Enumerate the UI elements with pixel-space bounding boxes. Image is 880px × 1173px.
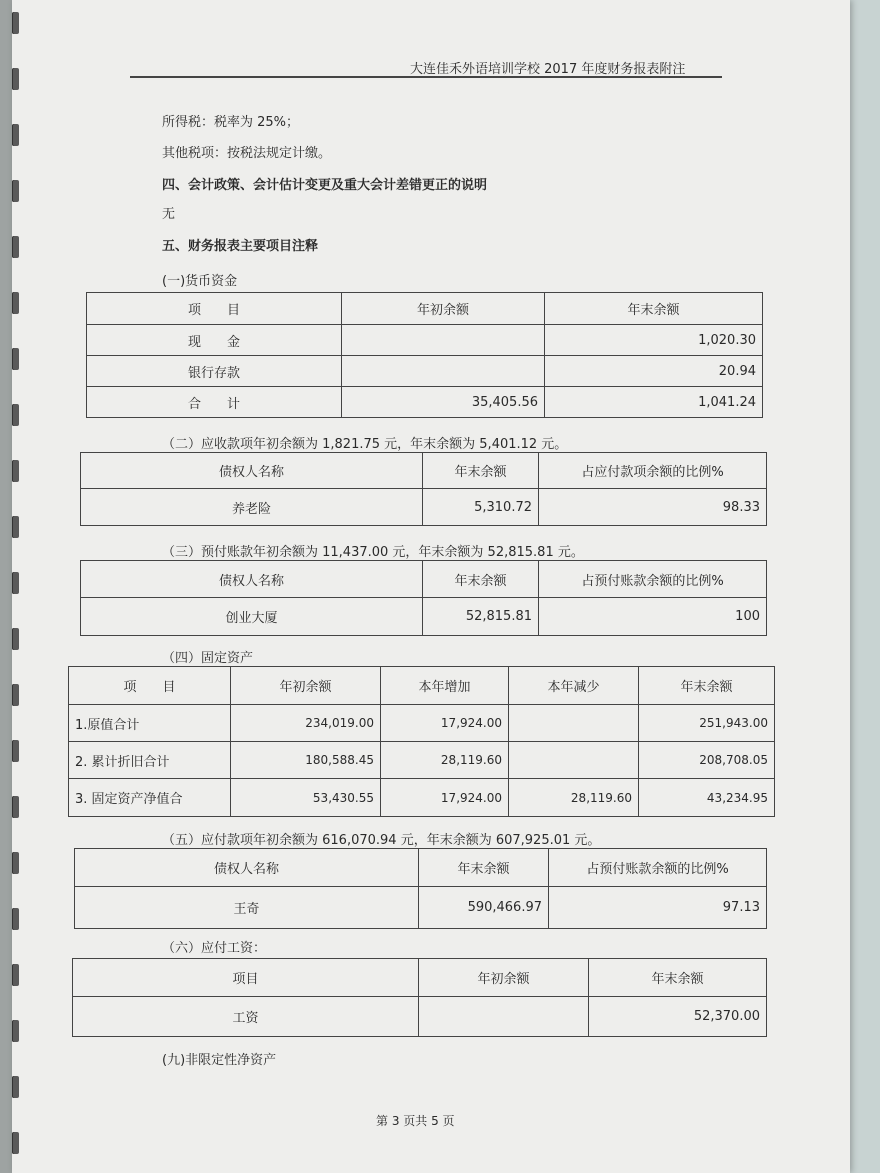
binding-hole	[12, 1132, 19, 1154]
payables-table	[74, 848, 767, 929]
item-cell: 3. 固定资产净值合	[69, 779, 231, 817]
begin-cell	[419, 997, 589, 1037]
header-cell: 占预付账款余额的比例%	[539, 561, 767, 598]
fixed-assets-title: （四）固定资产	[162, 651, 254, 666]
end-cell: 52,370.00	[589, 997, 767, 1037]
ratio-cell: 97.13	[549, 887, 767, 929]
table-header-row	[73, 959, 767, 997]
item-cell: 1.原值合计	[69, 705, 231, 742]
table-row	[69, 742, 775, 779]
name-cell: 创业大厦	[81, 598, 423, 636]
table-header-row	[81, 453, 767, 489]
end-cell: 208,708.05	[639, 742, 775, 779]
end-cell: 1,020.30	[545, 325, 763, 356]
table-header-row	[69, 667, 775, 705]
end-cell: 590,466.97	[419, 887, 549, 929]
ratio-cell: 100	[539, 598, 767, 636]
inc-cell: 17,924.00	[381, 779, 509, 817]
binding-hole	[12, 628, 19, 650]
section4-heading: 四、会计政策、会计估计变更及重大会计差错更正的说明	[162, 178, 488, 193]
table-row	[69, 705, 775, 742]
fixed-assets-table	[68, 666, 775, 817]
inc-cell: 17,924.00	[381, 705, 509, 742]
header-cell: 年末余额	[545, 293, 763, 325]
binding-hole	[12, 12, 19, 34]
end-cell: 1,041.24	[545, 387, 763, 418]
header-cell: 占应付款项余额的比例%	[539, 453, 767, 489]
dec-cell: 28,119.60	[509, 779, 639, 817]
item-cell: 合 计	[87, 387, 342, 418]
page-footer: 第 3 页共 5 页	[376, 1114, 455, 1128]
table-row	[81, 598, 767, 636]
binding-hole	[12, 908, 19, 930]
wages-title: （六）应付工资：	[162, 941, 267, 956]
item-cell: 现 金	[87, 325, 342, 356]
income-tax-line: 所得税：税率为 25%；	[162, 115, 300, 130]
inc-cell: 28,119.60	[381, 742, 509, 779]
header-cell: 年末余额	[639, 667, 775, 705]
header-cell: 年末余额	[589, 959, 767, 997]
table-header-row	[75, 849, 767, 887]
cash-title: (一)货币资金	[162, 274, 238, 289]
table-row	[87, 356, 763, 387]
header-cell: 本年减少	[509, 667, 639, 705]
binding-hole	[12, 236, 19, 258]
binding-hole	[12, 852, 19, 874]
header-cell: 年初余额	[231, 667, 381, 705]
binding-hole	[12, 796, 19, 818]
header-cell: 年末余额	[423, 561, 539, 598]
header-cell: 年初余额	[342, 293, 545, 325]
item-cell: 工资	[73, 997, 419, 1037]
page-header-title: 大连佳禾外语培训学校 2017 年度财务报表附注	[410, 62, 686, 77]
prepaid-title: （三）预付账款年初余额为 11,437.00 元，年末余额为 52,815.81 元。	[162, 545, 584, 560]
header-cell: 年初余额	[419, 959, 589, 997]
table-header-row	[81, 561, 767, 598]
binding-hole	[12, 460, 19, 482]
binding-hole	[12, 572, 19, 594]
begin-cell	[342, 325, 545, 356]
header-cell: 项 目	[87, 293, 342, 325]
table-header-row	[87, 293, 763, 325]
item-cell: 2. 累计折旧合计	[69, 742, 231, 779]
begin-cell: 53,430.55	[231, 779, 381, 817]
table-row	[73, 997, 767, 1037]
binding-hole	[12, 348, 19, 370]
end-cell: 251,943.00	[639, 705, 775, 742]
header-cell: 年末余额	[419, 849, 549, 887]
binding-hole	[12, 1020, 19, 1042]
binding-hole	[12, 740, 19, 762]
name-cell: 王奇	[75, 887, 419, 929]
begin-cell: 35,405.56	[342, 387, 545, 418]
receivables-table	[80, 452, 767, 526]
binding-hole	[12, 180, 19, 202]
wages-table	[72, 958, 767, 1037]
section5-heading: 五、财务报表主要项目注释	[162, 239, 319, 254]
binding-hole	[12, 404, 19, 426]
header-cell: 债权人名称	[75, 849, 419, 887]
end-cell: 20.94	[545, 356, 763, 387]
header-cell: 项 目	[69, 667, 231, 705]
header-cell: 债权人名称	[81, 561, 423, 598]
item-cell: 银行存款	[87, 356, 342, 387]
table-row	[81, 489, 767, 526]
begin-cell: 180,588.45	[231, 742, 381, 779]
binding-hole	[12, 516, 19, 538]
header-cell: 占预付账款余额的比例%	[549, 849, 767, 887]
payables-title: （五）应付款项年初余额为 616,070.94 元，年末余额为 607,925.01 元。	[162, 833, 601, 848]
table-row	[87, 325, 763, 356]
header-cell: 债权人名称	[81, 453, 423, 489]
table-row	[69, 779, 775, 817]
binding-hole	[12, 964, 19, 986]
begin-cell	[342, 356, 545, 387]
name-cell: 养老险	[81, 489, 423, 526]
header-cell: 本年增加	[381, 667, 509, 705]
binding-hole	[12, 1076, 19, 1098]
cash-table	[86, 292, 763, 418]
header-cell: 年末余额	[423, 453, 539, 489]
begin-cell: 234,019.00	[231, 705, 381, 742]
ratio-cell: 98.33	[539, 489, 767, 526]
binding-hole	[12, 684, 19, 706]
prepaid-table	[80, 560, 767, 636]
end-cell: 43,234.95	[639, 779, 775, 817]
table-row	[87, 387, 763, 418]
header-cell: 项目	[73, 959, 419, 997]
end-cell: 52,815.81	[423, 598, 539, 636]
none-text: 无	[162, 207, 176, 222]
background-edge	[850, 0, 880, 1173]
section9-heading: (九)非限定性净资产	[162, 1053, 277, 1068]
dec-cell	[509, 705, 639, 742]
dec-cell	[509, 742, 639, 779]
binding-hole	[12, 124, 19, 146]
binding-hole	[12, 68, 19, 90]
other-tax-line: 其他税项：按税法规定计缴。	[162, 146, 332, 161]
table-row	[75, 887, 767, 929]
receivables-title: （二）应收款项年初余额为 1,821.75 元，年末余额为 5,401.12 元。	[162, 437, 568, 452]
header-rule	[130, 76, 722, 78]
end-cell: 5,310.72	[423, 489, 539, 526]
binding-hole	[12, 292, 19, 314]
